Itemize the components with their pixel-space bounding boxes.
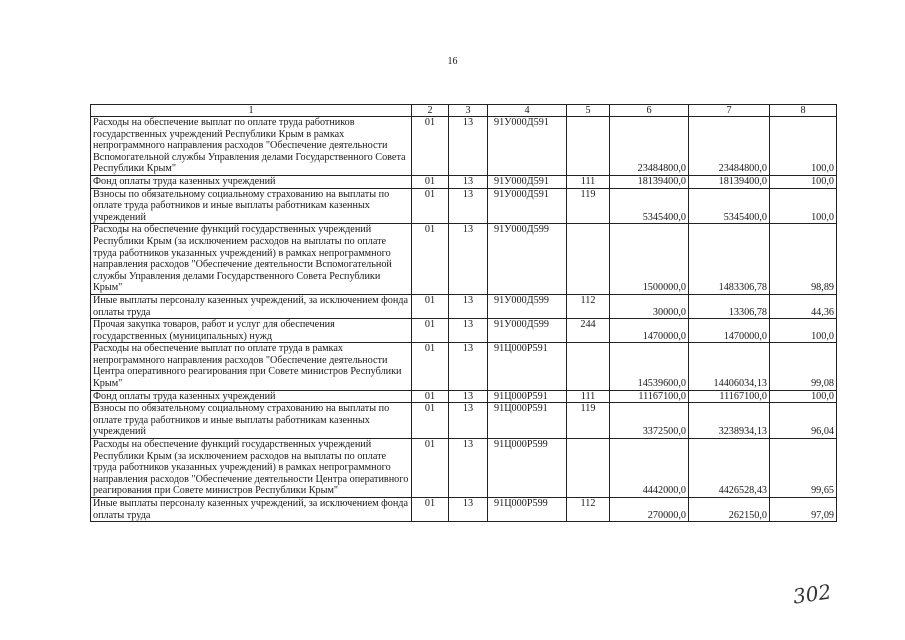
expense-type-cell: 244 [567,319,610,343]
planned-amount-cell: 5345400,0 [610,188,689,224]
expense-type-cell [567,343,610,390]
row-name-cell: Фонд оплаты труда казенных учреждений [91,175,412,188]
executed-amount-cell: 4426528,43 [689,439,770,498]
planned-amount-cell: 14539600,0 [610,343,689,390]
expense-type-cell: 119 [567,403,610,439]
section-cell: 01 [412,403,449,439]
row-name-cell: Расходы на обеспечение функций государственных учреждений Республики Крым (за исключением расходов на выплаты по оплате труда работников указанных учреждений) в рамках непрограммного направления расходов "Обеспечение деятельности Центра оперативного реагирования при Совете министров Республики Крым" [91,439,412,498]
expense-type-cell: 112 [567,294,610,318]
section-cell: 01 [412,319,449,343]
table-row [91,117,837,176]
planned-amount-cell: 1470000,0 [610,319,689,343]
budget-table-container [90,104,836,522]
executed-amount-cell: 1470000,0 [689,319,770,343]
table-row [91,319,837,343]
planned-amount-cell: 11167100,0 [610,390,689,403]
subsection-cell: 13 [449,390,488,403]
section-cell: 01 [412,343,449,390]
row-name-cell: Взносы по обязательному социальному страхованию на выплаты по оплате труда работников и иные выплаты работникам казенных учреждений [91,403,412,439]
column-header: 7 [689,105,770,117]
planned-amount-cell: 18139400,0 [610,175,689,188]
section-cell: 01 [412,188,449,224]
column-header: 6 [610,105,689,117]
expense-type-cell: 112 [567,498,610,522]
target-code-cell: 91У000Д591 [488,117,567,176]
column-header: 5 [567,105,610,117]
subsection-cell: 13 [449,294,488,318]
subsection-cell: 13 [449,498,488,522]
target-code-cell: 91У000Д599 [488,319,567,343]
executed-amount-cell: 1483306,78 [689,224,770,295]
target-code-cell: 91Ц000Р599 [488,498,567,522]
table-row [91,390,837,403]
percent-cell: 98,89 [770,224,837,295]
planned-amount-cell: 30000,0 [610,294,689,318]
percent-cell: 100,0 [770,117,837,176]
section-cell: 01 [412,439,449,498]
target-code-cell: 91У000Д591 [488,188,567,224]
section-cell: 01 [412,390,449,403]
page-number: 16 [447,56,458,67]
column-header: 8 [770,105,837,117]
executed-amount-cell: 14406034,13 [689,343,770,390]
table-row [91,439,837,498]
subsection-cell: 13 [449,343,488,390]
executed-amount-cell: 11167100,0 [689,390,770,403]
subsection-cell: 13 [449,117,488,176]
table-row [91,343,837,390]
target-code-cell: 91Ц000Р591 [488,403,567,439]
handwritten-page-mark: 302 [791,579,833,609]
target-code-cell: 91Ц000Р599 [488,439,567,498]
section-cell: 01 [412,294,449,318]
percent-cell: 100,0 [770,188,837,224]
subsection-cell: 13 [449,188,488,224]
executed-amount-cell: 23484800,0 [689,117,770,176]
column-header: 3 [449,105,488,117]
expense-type-cell: 111 [567,390,610,403]
table-row [91,175,837,188]
executed-amount-cell: 5345400,0 [689,188,770,224]
row-name-cell: Расходы на обеспечение выплат по оплате труда работников государственных учреждений Республики Крым в рамках непрограммного направления расходов "Обеспечение деятельности Вспомогательной службы Управления делами Государственного Совета Республики Крым" [91,117,412,176]
executed-amount-cell: 18139400,0 [689,175,770,188]
table-row [91,188,837,224]
executed-amount-cell: 3238934,13 [689,403,770,439]
row-name-cell: Расходы на обеспечение выплат по оплате труда в рамках непрограммного направления расходов "Обеспечение деятельности Центра оперативного реагирования при Совете министров Республики Крым" [91,343,412,390]
column-header: 1 [91,105,412,117]
percent-cell: 44,36 [770,294,837,318]
row-name-cell: Иные выплаты персоналу казенных учреждений, за исключением фонда оплаты труда [91,294,412,318]
subsection-cell: 13 [449,403,488,439]
target-code-cell: 91У000Д599 [488,224,567,295]
percent-cell: 96,04 [770,403,837,439]
row-name-cell: Иные выплаты персоналу казенных учреждений, за исключением фонда оплаты труда [91,498,412,522]
expense-type-cell [567,224,610,295]
row-name-cell: Фонд оплаты труда казенных учреждений [91,390,412,403]
target-code-cell: 91У000Д591 [488,175,567,188]
row-name-cell: Прочая закупка товаров, работ и услуг для обеспечения государственных (муниципальных) нужд [91,319,412,343]
row-name-cell: Взносы по обязательному социальному страхованию на выплаты по оплате труда работников и иные выплаты работникам казенных учреждений [91,188,412,224]
planned-amount-cell: 23484800,0 [610,117,689,176]
planned-amount-cell: 3372500,0 [610,403,689,439]
subsection-cell: 13 [449,439,488,498]
executed-amount-cell: 13306,78 [689,294,770,318]
subsection-cell: 13 [449,319,488,343]
percent-cell: 100,0 [770,390,837,403]
planned-amount-cell: 4442000,0 [610,439,689,498]
subsection-cell: 13 [449,175,488,188]
section-cell: 01 [412,224,449,295]
expense-type-cell: 111 [567,175,610,188]
percent-cell: 97,09 [770,498,837,522]
section-cell: 01 [412,498,449,522]
table-body [91,117,837,522]
planned-amount-cell: 270000,0 [610,498,689,522]
target-code-cell: 91Ц000Р591 [488,343,567,390]
section-cell: 01 [412,117,449,176]
executed-amount-cell: 262150,0 [689,498,770,522]
expense-type-cell [567,439,610,498]
expense-type-cell [567,117,610,176]
column-header: 2 [412,105,449,117]
table-header-row [91,105,837,117]
table-row [91,294,837,318]
target-code-cell: 91У000Д599 [488,294,567,318]
percent-cell: 100,0 [770,319,837,343]
table-row [91,498,837,522]
target-code-cell: 91Ц000Р591 [488,390,567,403]
expense-type-cell: 119 [567,188,610,224]
column-header: 4 [488,105,567,117]
percent-cell: 100,0 [770,175,837,188]
subsection-cell: 13 [449,224,488,295]
percent-cell: 99,65 [770,439,837,498]
budget-table [90,104,837,522]
table-row [91,224,837,295]
percent-cell: 99,08 [770,343,837,390]
planned-amount-cell: 1500000,0 [610,224,689,295]
table-row [91,403,837,439]
section-cell: 01 [412,175,449,188]
row-name-cell: Расходы на обеспечение функций государственных учреждений Республики Крым (за исключением расходов на выплаты по оплате труда работников указанных учреждений) в рамках непрограммного направления расходов "Обеспечение деятельности Вспомогательной службы Управления делами Государственного Совета Республики Крым" [91,224,412,295]
